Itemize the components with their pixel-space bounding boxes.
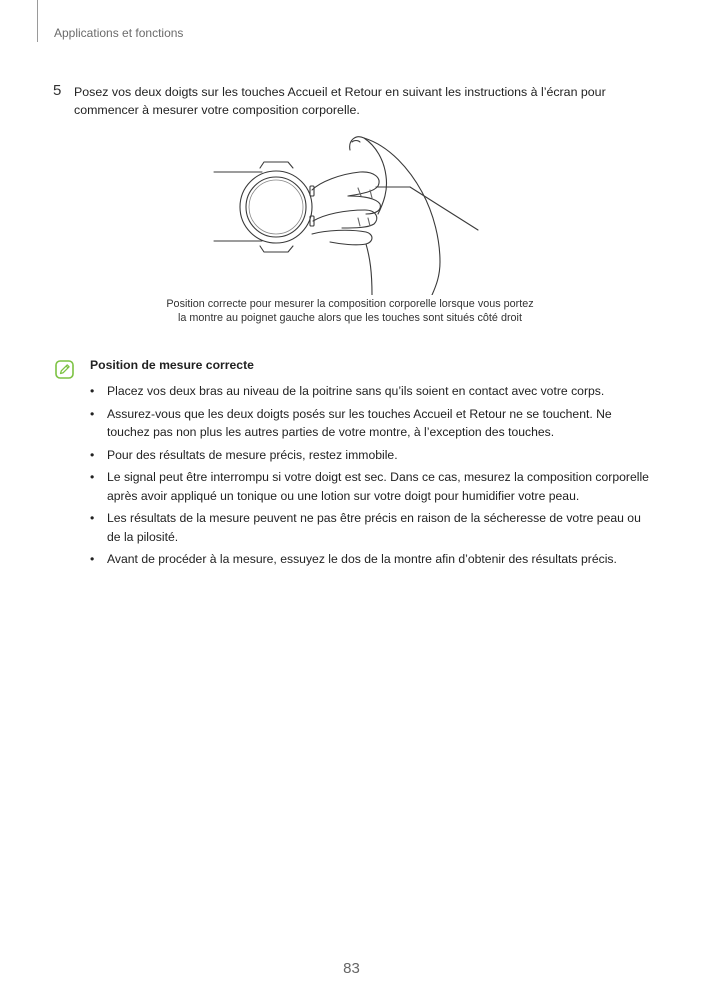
list-item — [90, 550, 650, 569]
bullet-symbol: • — [90, 406, 95, 421]
list-item — [90, 382, 650, 401]
list-item-text: Assurez-vous que les deux doigts posés sur les touches Accueil et Retour ne se touchent. Ne touchez pas non plus les autres parties de votre montre, à l’exception des touches. — [107, 406, 612, 439]
section-title: Applications et fonctions — [54, 26, 184, 40]
caption-line-1: Position correcte pour mesurer la composition corporelle lorsque vous portez — [166, 298, 534, 310]
bullet-symbol: • — [90, 511, 95, 525]
note-pencil-icon — [55, 360, 74, 379]
list-item — [90, 509, 650, 546]
bullet-list — [90, 382, 650, 569]
list-item-text: Placez vos deux bras au niveau de la poitrine sans qu’ils soient en contact avec votre corps. — [107, 384, 605, 398]
figure-caption — [130, 297, 570, 325]
note-box — [90, 358, 650, 573]
caption-line-2: la montre au poignet gauche alors que les touches sont situés côté droit — [178, 312, 522, 324]
page-number: 83 — [343, 960, 360, 977]
list-item-text: Pour des résultats de mesure précis, restez immobile. — [107, 447, 398, 462]
bullet-symbol: • — [90, 552, 95, 566]
note-title: Position de mesure correcte — [90, 358, 254, 372]
bullet-symbol: • — [90, 384, 95, 398]
bullet-symbol: • — [90, 447, 95, 462]
bullet-symbol: • — [90, 470, 95, 484]
step-number: 5 — [53, 82, 62, 99]
list-item — [90, 405, 650, 442]
list-item-text: Le signal peut être interrompu si votre doigt est sec. Dans ce cas, mesurez la composition corporelle après avoir appliqué un tonique ou une lotion sur votre doigt pour humidifier votre peau. — [107, 470, 649, 503]
list-item — [90, 468, 650, 505]
watch-measurement-illustration — [200, 130, 490, 295]
list-item-text: Avant de procéder à la mesure, essuyez le dos de la montre afin d’obtenir des résultats précis. — [107, 552, 617, 566]
list-item-text: Les résultats de la mesure peuvent ne pas être précis en raison de la sécheresse de votre peau ou de la pilosité. — [107, 511, 641, 544]
list-item — [90, 446, 650, 465]
header-divider — [37, 0, 38, 42]
step-text: Posez vos deux doigts sur les touches Accueil et Retour en suivant les instructions à l’écran pour commencer à mesurer votre composition corporelle. — [74, 85, 606, 117]
